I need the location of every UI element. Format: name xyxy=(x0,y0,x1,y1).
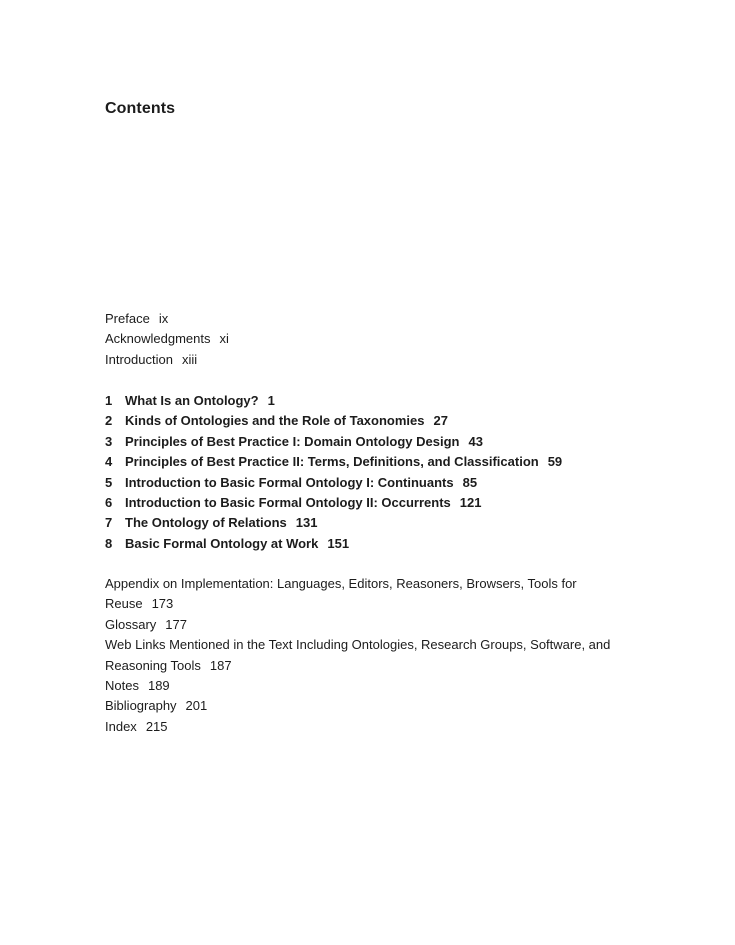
toc-entry-chapter-4[interactable] xyxy=(105,452,645,472)
toc-entry-chapter-8[interactable] xyxy=(105,534,645,554)
entry-label: Principles of Best Practice I: Domain Ontology Design xyxy=(125,433,460,449)
entry-label: Acknowledgments xyxy=(105,331,211,347)
entry-page: 43 xyxy=(468,433,483,449)
toc-entry-chapter-6[interactable] xyxy=(105,493,645,513)
toc-entry-introduction[interactable] xyxy=(105,350,645,370)
entry-label: Index xyxy=(105,718,137,734)
toc-entry-chapter-1[interactable] xyxy=(105,391,645,411)
entry-page: 59 xyxy=(547,454,563,470)
toc-entry-notes[interactable] xyxy=(105,676,645,696)
entry-label: Introduction xyxy=(105,351,173,367)
entry-label: Bibliography xyxy=(105,698,177,714)
toc-entry-preface[interactable] xyxy=(105,309,645,329)
entry-page: 189 xyxy=(147,678,170,694)
entry-label: Introduction to Basic Formal Ontology II: Occurrents xyxy=(125,495,451,511)
toc-entry-chapter-2[interactable] xyxy=(105,411,645,431)
chapter-number: 7 xyxy=(105,515,113,531)
chapter-number: 5 xyxy=(105,474,113,490)
entry-page: 131 xyxy=(295,515,318,531)
toc-entry-chapter-5[interactable] xyxy=(105,473,645,493)
entry-page: 121 xyxy=(459,495,482,511)
toc-entry-glossary[interactable] xyxy=(105,615,645,635)
entry-page: xi xyxy=(219,331,229,347)
back-matter-list xyxy=(105,574,645,737)
entry-page: 215 xyxy=(145,718,168,734)
entry-label: Principles of Best Practice II: Terms, Definitions, and Classification xyxy=(125,454,539,470)
entry-label: Preface xyxy=(105,311,150,326)
chapter-number: 8 xyxy=(105,535,113,551)
entry-page: 173 xyxy=(151,596,174,612)
entry-page: 85 xyxy=(462,474,478,490)
entry-label: Kinds of Ontologies and the Role of Taxonomies xyxy=(125,413,425,429)
page-title: Contents xyxy=(105,100,176,117)
chapter-number: 4 xyxy=(105,454,113,470)
entry-page: 151 xyxy=(327,535,350,551)
chapter-list xyxy=(105,391,645,554)
entry-page: 177 xyxy=(165,616,187,632)
entry-page: 201 xyxy=(185,698,208,714)
entry-page: 27 xyxy=(433,413,448,429)
entry-label: Web Links Mentioned in the Text Including Ontologies, Research Groups, Software, and Reasoning Tools xyxy=(105,637,611,673)
toc-entry-appendix[interactable] xyxy=(105,574,645,615)
entry-page: 1 xyxy=(267,393,275,408)
toc-entry-chapter-3[interactable] xyxy=(105,432,645,452)
entry-label: Introduction to Basic Formal Ontology I: Continuants xyxy=(125,474,454,490)
entry-label: Basic Formal Ontology at Work xyxy=(125,535,319,551)
entry-label: Appendix on Implementation: Languages, Editors, Reasoners, Browsers, Tools for Reuse xyxy=(105,576,577,612)
entry-page: ix xyxy=(158,311,169,326)
entry-page: xiii xyxy=(181,351,198,367)
entry-page: 187 xyxy=(209,657,232,673)
chapter-number: 3 xyxy=(105,433,113,449)
entry-label: What Is an Ontology? xyxy=(125,393,259,408)
toc-entry-web-links[interactable] xyxy=(105,635,645,676)
toc-entry-acknowledgments[interactable] xyxy=(105,329,645,349)
chapter-number: 1 xyxy=(105,393,113,408)
toc-entry-chapter-7[interactable] xyxy=(105,513,645,533)
front-matter-list xyxy=(105,309,645,370)
entry-label: The Ontology of Relations xyxy=(125,515,287,531)
chapter-number: 2 xyxy=(105,413,113,429)
entry-label: Notes xyxy=(105,678,139,694)
toc-entry-index[interactable] xyxy=(105,717,645,737)
toc-entry-bibliography[interactable] xyxy=(105,696,645,716)
chapter-number: 6 xyxy=(105,495,113,511)
entry-label: Glossary xyxy=(105,616,157,632)
